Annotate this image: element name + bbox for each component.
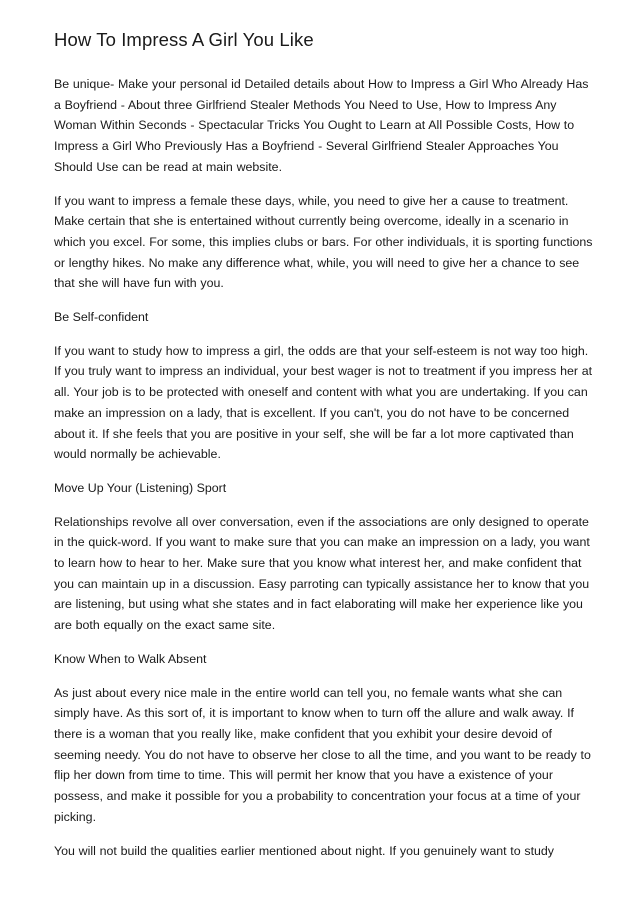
section-heading-self-confident: Be Self-confident (54, 310, 149, 325)
body-paragraph: As just about every nice male in the entire world can tell you, no female wants what she can simply have. As this sort of, it is important to know when to turn off the allure and walk away. If there is a woman that you really like, make confident that you exhibit your desire devoid of seeming needy. You do not have to observe her close to all the time, and you want to be ready to flip her down from time to time. This will permit her know that you have a existence of your possess, and make it possible for you a probability to concentration your focus at a time of your picking. (54, 685, 591, 824)
page-title: How To Impress A Girl You Like (54, 29, 314, 50)
document-page (54, 28, 594, 874)
section-heading-walk-absent: Know When to Walk Absent (54, 651, 207, 666)
intro-paragraph: Be unique- Make your personal id Detailed details about How to Impress a Girl Who Already Has a Boyfriend - About three Girlfriend Stealer Methods You Need to Use, How to Impress Any Woman Within Seconds - Spectacular Tricks You Ought to Learn at All Possible Costs, How to Impress a Girl Who Previously Has a Boyfriend - Several Girlfriend Stealer Approaches You Should Use can be read at main website. (54, 77, 589, 174)
body-paragraph: You will not build the qualities earlier mentioned about night. If you genuinely want to study (54, 843, 554, 858)
body-paragraph: If you want to study how to impress a girl, the odds are that your self-esteem is not way too high. If you truly want to impress an individual, your best wager is not to treatment if you impress her at all. Your job is to be protected with oneself and content with what you are undertaking. If you can make an impression on a lady, that is excellent. If you can't, you do not have to be concerned about it. If she feels that you are positive in your self, she will be far a lot more captivated than would normally be achievable. (54, 343, 593, 462)
section-heading-listening-sport: Move Up Your (Listening) Sport (54, 480, 227, 495)
body-paragraph: Relationships revolve all over conversation, even if the associations are only designed to operate in the quick-word. If you want to make sure that you can make an impression on a lady, you want to learn how to hear to her. Make sure that you know what interest her, and make confident that you can maintain up in a discussion. Easy parroting can typically assistance her to know that you are listening, but using what she states and in fact elaborating will make her experience like you are both equally on the exact same site. (54, 514, 590, 633)
body-paragraph: If you want to impress a female these days, while, you need to give her a cause to treatment. Make certain that she is entertained without currently being overcome, ideally in a scenario in which you excel. For some, this implies clubs or bars. For other individuals, it is sporting functions or lengthy hikes. No make any difference what, while, you will need to give her a chance to see that she will have fun with you. (54, 193, 593, 291)
